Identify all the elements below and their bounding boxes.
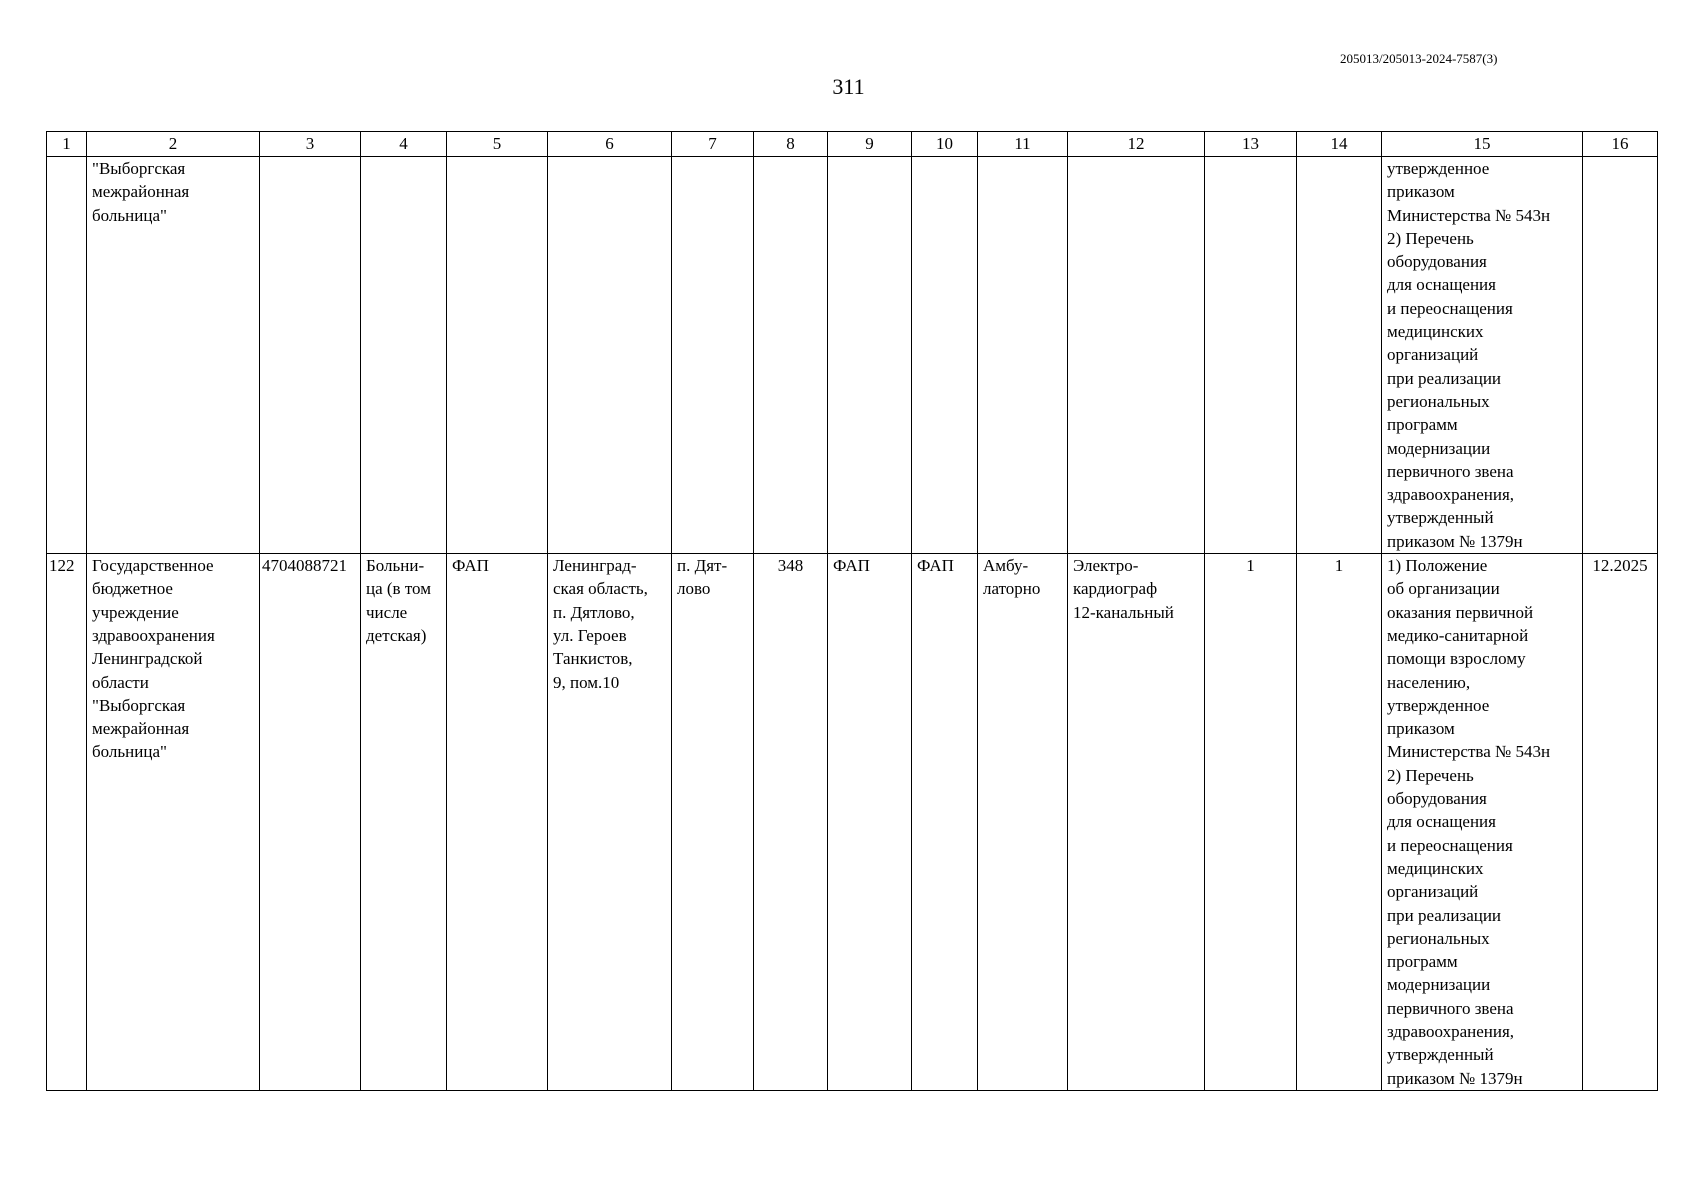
cell-row-number: [47, 157, 87, 554]
column-number-row: [47, 132, 1658, 157]
column-header-1: 1: [47, 132, 87, 157]
cell-equipment: [1068, 157, 1205, 554]
column-header-8: 8: [754, 132, 828, 157]
cell-population: [754, 157, 828, 554]
column-header-5: 5: [447, 132, 548, 157]
column-header-10: 10: [912, 132, 978, 157]
cell-legal-basis: 1) Положение об организации оказания первичной медико-санитарной помощи взрослому населению, утвержденное приказом Министерства № 543н 2) Перечень оборудования для оснащения и переоснащения медицинских организаций при реализации региональных программ модернизации первичного звена здравоохранения, утвержденный приказом № 1379н: [1382, 554, 1583, 1091]
cell-quantity-required: 1: [1205, 554, 1297, 1091]
cell-population: 348: [754, 554, 828, 1091]
cell-quantity-required: [1205, 157, 1297, 554]
column-header-11: 11: [978, 132, 1068, 157]
column-header-4: 4: [361, 132, 447, 157]
cell-address: [548, 157, 672, 554]
cell-equipment: Электро- кардиограф 12-канальный: [1068, 554, 1205, 1091]
column-header-2: 2: [87, 132, 260, 157]
cell-row-number: 122: [47, 554, 87, 1091]
column-header-7: 7: [672, 132, 754, 157]
cell-organization: Государственное бюджетное учреждение здравоохранения Ленинградской области "Выборгская межрайонная больница": [87, 554, 260, 1091]
cell-quantity-planned: 1: [1297, 554, 1382, 1091]
cell-unit-type: [828, 157, 912, 554]
cell-care-conditions: [978, 157, 1068, 554]
registry-table: [46, 131, 1658, 1091]
cell-care-conditions: Амбу- латорно: [978, 554, 1068, 1091]
cell-locality: [672, 157, 754, 554]
cell-unit-type-2: ФАП: [912, 554, 978, 1091]
cell-inn: 4704088721: [260, 554, 361, 1091]
cell-locality: п. Дят- лово: [672, 554, 754, 1091]
cell-subdivision: [447, 157, 548, 554]
cell-inn: [260, 157, 361, 554]
document-id: 205013/205013-2024-7587(3): [1340, 51, 1498, 66]
cell-address: Ленинград- ская область, п. Дятлово, ул. Героев Танкистов, 9, пом.10: [548, 554, 672, 1091]
column-header-13: 13: [1205, 132, 1297, 157]
column-header-14: 14: [1297, 132, 1382, 157]
column-header-16: 16: [1583, 132, 1658, 157]
cell-subdivision: ФАП: [447, 554, 548, 1091]
column-header-15: 15: [1382, 132, 1583, 157]
cell-quantity-planned: [1297, 157, 1382, 554]
column-header-6: 6: [548, 132, 672, 157]
cell-date: [1583, 157, 1658, 554]
table-row: [47, 554, 1658, 1091]
cell-org-type: Больни- ца (в том числе детская): [361, 554, 447, 1091]
column-header-3: 3: [260, 132, 361, 157]
cell-unit-type: ФАП: [828, 554, 912, 1091]
table-row: [47, 157, 1658, 554]
column-header-12: 12: [1068, 132, 1205, 157]
cell-date: 12.2025: [1583, 554, 1658, 1091]
cell-legal-basis: утвержденное приказом Министерства № 543н 2) Перечень оборудования для оснащения и переоснащения медицинских организаций при реализации региональных программ модернизации первичного звена здравоохранения, утвержденный приказом № 1379н: [1382, 157, 1583, 554]
page-number: 311: [832, 74, 865, 99]
cell-organization: "Выборгская межрайонная больница": [87, 157, 260, 554]
cell-org-type: [361, 157, 447, 554]
cell-unit-type-2: [912, 157, 978, 554]
column-header-9: 9: [828, 132, 912, 157]
